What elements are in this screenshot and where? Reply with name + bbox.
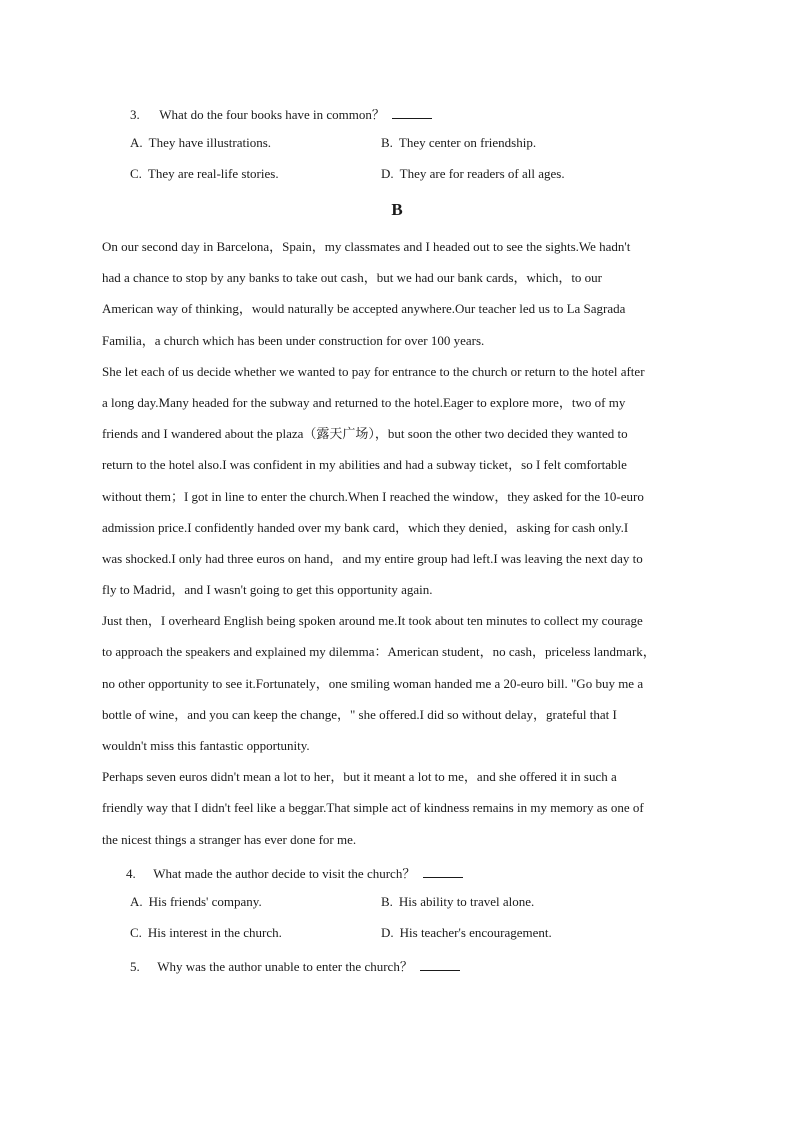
passage-line: On our second day in Barcelona，Spain，my classmates and I headed out to see the sights.We hadn't	[102, 239, 631, 254]
question-4	[126, 863, 463, 882]
q4-option-d	[381, 925, 552, 941]
passage-line: return to the hotel also.I was confident in my abilities and had a subway ticket，so I felt comfortable	[102, 457, 627, 473]
option-text: They have illustrations.	[148, 135, 272, 150]
passage-line: without them；I got in line to enter the church.When I reached the window，they asked for the 10-euro	[102, 488, 644, 504]
option-letter: C.	[130, 166, 142, 181]
passage-line: no other opportunity to see it.Fortunately，one smiling woman handed me a 20-euro bill. "Go buy me a	[102, 675, 644, 691]
passage-line: to approach the speakers and explained my dilemma：American student，no cash，priceless landmark，	[102, 644, 656, 660]
passage-line: American way of thinking，would naturally be accepted anywhere.Our teacher led us to La Sagrada	[102, 301, 626, 317]
q3-option-c	[130, 166, 279, 182]
q4-option-a	[130, 894, 262, 910]
passage-line: Familia，a church which has been under construction for over 100 years.	[102, 332, 485, 348]
question-5	[130, 956, 460, 975]
passage-line: friends and I wandered about the plaza（露天广场），but soon the other two decided they wanted to	[102, 426, 628, 442]
question-text: Why was the author unable to enter the church？	[157, 959, 413, 974]
passage-line: had a chance to stop by any banks to take out cash，but we had our bank cards，which，to our	[102, 270, 603, 286]
passage-line: Just then，I overheard English being spoken around me.It took about ten minutes to collect my courage	[102, 613, 643, 629]
passage-line: bottle of wine，and you can keep the change，" she offered.I did so without delay，grateful that I	[102, 706, 617, 722]
option-text: They are for readers of all ages.	[399, 166, 565, 181]
option-letter: D.	[381, 925, 394, 940]
option-letter: A.	[130, 135, 143, 150]
option-text: His teacher's encouragement.	[399, 925, 552, 940]
passage-line: admission price.I confidently handed over my bank card，which they denied，asking for cash only.I	[102, 519, 629, 535]
option-letter: B.	[381, 894, 393, 909]
answer-blank	[423, 865, 463, 878]
passage-line: She let each of us decide whether we wanted to pay for entrance to the church or return to the hotel after	[102, 363, 645, 379]
answer-blank	[420, 958, 460, 971]
question-number: 4.	[126, 866, 136, 881]
q4-option-b	[381, 894, 534, 910]
option-text: His friends' company.	[148, 894, 262, 909]
option-letter: B.	[381, 135, 393, 150]
passage-line: fly to Madrid，and I wasn't going to get this opportunity again.	[102, 582, 433, 598]
option-letter: D.	[381, 166, 394, 181]
passage-line: wouldn't miss this fantastic opportunity.	[102, 738, 310, 753]
option-text: They are real-life stories.	[147, 166, 279, 181]
passage-line: the nicest things a stranger has ever done for me.	[102, 831, 357, 847]
q3-option-d	[381, 166, 565, 182]
question-3	[130, 104, 432, 123]
q4-option-c	[130, 925, 282, 941]
question-number: 5.	[130, 959, 140, 974]
question-text: What do the four books have in common？	[159, 107, 385, 122]
q3-option-a	[130, 135, 271, 151]
passage-line: was shocked.I only had three euros on hand，and my entire group had left.I was leaving the next day to	[102, 550, 643, 566]
option-letter: A.	[130, 894, 143, 909]
passage-line: friendly way that I didn't feel like a beggar.That simple act of kindness remains in my memory as one of	[102, 800, 644, 816]
option-letter: C.	[130, 925, 142, 940]
question-number: 3.	[130, 107, 140, 122]
section-heading: B	[391, 200, 403, 219]
question-text: What made the author decide to visit the church？	[153, 866, 416, 881]
q3-option-b	[381, 135, 536, 151]
answer-blank	[392, 106, 432, 119]
passage-line: Perhaps seven euros didn't mean a lot to her，but it meant a lot to me，and she offered it in such a	[102, 769, 617, 785]
option-text: His ability to travel alone.	[398, 894, 535, 909]
option-text: His interest in the church.	[147, 925, 282, 940]
option-text: They center on friendship.	[398, 135, 537, 150]
reading-passage	[102, 231, 702, 855]
passage-line: a long day.Many headed for the subway and returned to the hotel.Eager to explore more，two of my	[102, 394, 626, 410]
